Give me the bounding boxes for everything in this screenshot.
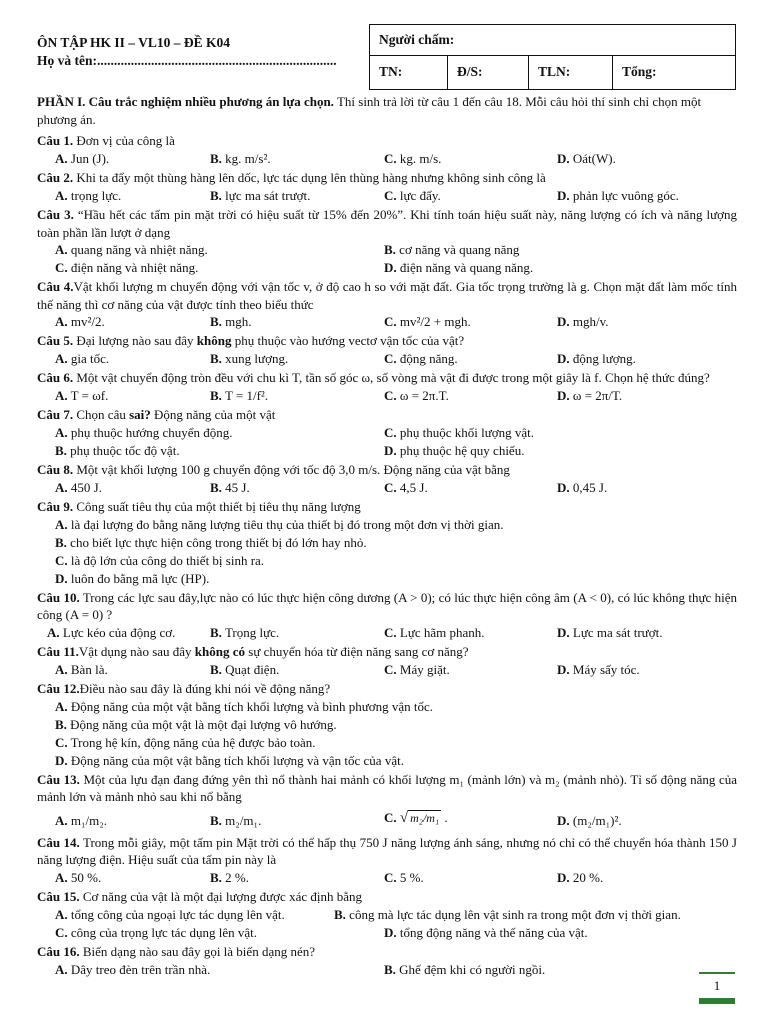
question-15 [37,888,737,942]
grader-label: Người chấm: [370,25,735,56]
option-b: B. Ghế đệm khi có người ngồi. [384,961,546,977]
score-row [370,56,735,89]
option-d: D. luôn đo bằng mã lực (HP). [55,570,210,586]
option-b: B. 2 %. [210,869,250,885]
option-d: D. tổng động năng và thế năng của vật. [384,924,588,940]
option-a: A. quang năng và nhiệt năng. [55,242,208,257]
question-label: Câu 4. [37,279,74,294]
option-a: A. Dây treo đèn trên trần nhà. [55,961,211,977]
question-text: Đơn vị của công là [73,133,175,148]
question-label: Câu 10. [37,589,80,605]
question-label: Câu 5. [37,333,74,348]
sqrt-expression: √ m₂/m₁ [399,809,440,826]
question-label: Câu 8. [37,461,74,477]
option-d: D. phụ thuộc hệ quy chiếu. [384,442,525,458]
question-16 [37,943,737,979]
option-d: D. ω = 2π/T. [557,387,623,403]
page-number-text: 1 [713,978,721,993]
student-name-line: Họ và tên:....................................................................... [37,53,337,68]
question-label: Câu 12. [37,680,80,696]
option-c: C. mv²/2 + mgh. [384,314,471,329]
grading-box [369,24,736,90]
option-b: B. lực ma sát trượt. [210,188,311,203]
question-3 [37,206,737,277]
part-heading [37,93,737,129]
option-b: B. cơ năng và quang năng [384,242,520,257]
option-c: C. 4,5 J. [384,479,428,495]
question-11: Câu 11.Vật dụng nào sau đây không có sự chuyển hóa từ điện năng sang cơ năng? A. Bàn là. B. Quạt điện. C. Máy giặt. D. Máy sấy tóc. [37,643,640,677]
question-2 [37,169,737,205]
question-5: Câu 5. Đại lượng nào sau đây không phụ thuộc vào hướng vectơ vận tốc của vật? A. gia tốc. B. xung lượng. C. động năng. D. động lượng. [37,333,636,366]
option-a: A. m₁/m₂. [55,812,108,828]
option-b: B. T = 1/f². [210,387,269,403]
option-c: C. kg. m/s. [384,151,442,166]
option-c: C. công của trọng lực tác dụng lên vật. [55,924,257,940]
question-label: Câu 6. [37,370,74,385]
score-tln: TLN: [529,56,613,89]
question-13 [37,771,737,833]
option-b: B. m₂/m₁. [210,812,262,828]
option-c: C. √ m₂/m₁ . [384,809,448,826]
question-8 [37,461,737,497]
score-total: Tổng: [622,64,657,79]
option-b: B. công mà lực tác dụng lên vật sinh ra trong một đơn vị thời gian. [334,906,681,922]
question-label: Câu 14. [37,834,80,850]
option-a: A. tổng công của ngoại lực tác dụng lên vật. [55,906,285,922]
question-text: Khi ta đẩy một thùng hàng lên dốc, lực tác dụng lên thùng hàng nhưng không sinh công là [73,170,546,185]
option-a: A. là đại lượng đo bằng năng lượng tiêu thụ của thiết bị đó trong một đơn vị thời gian. [55,516,504,532]
question-label: Câu 15. [37,888,80,904]
question-label: Câu 9. [37,498,74,514]
score-tn: TN: [370,56,448,89]
score-ds: Đ/S: [448,56,529,89]
question-text: Một của lựu đạn đang đứng yên thì nổ thành hai mảnh có khối lượng m₁ (mảnh lớn) và m₂ (mảnh nhỏ). Tỉ số động năng của mảnh lớn và mảnh nhỏ sau khi nổ bằng [37,771,737,804]
option-d: D. điện năng và quang năng. [384,260,534,275]
option-d: D. động lượng. [557,351,636,366]
option-a: A. Jun (J). [55,151,110,166]
question-label: Câu 1. [37,133,74,148]
question-label: Câu 11. [37,643,79,659]
option-a: A. mv²/2. [55,314,105,329]
question-1 [37,132,737,168]
option-b: B. Trọng lực. [210,624,280,640]
option-d: D. 0,45 J. [557,479,608,495]
question-text: Vật khối lượng m chuyển động với vận tốc v, ở độ cao h so với mặt đất. Gia tốc trọng trường là g. Chọn mặt đất làm mốc tính thế năng thì cơ năng của vật được tính theo biểu thức [37,279,737,312]
option-c: C. Lực hãm phanh. [384,624,485,640]
option-c: C. Trong hệ kín, động năng của hệ được bảo toàn. [55,734,316,750]
option-a: A. Lực kéo của động cơ. [47,624,176,640]
option-a: A. 50 %. [55,869,102,885]
option-b: B. xung lượng. [210,351,289,366]
option-a: A. T = ωf. [55,387,109,403]
option-c: C. lực đẩy. [384,188,441,203]
exam-title: ÔN TẬP HK II – VL10 – ĐỀ K04 [37,35,231,50]
question-label: Câu 16. [37,943,80,959]
question-label: Câu 7. [37,406,74,422]
question-text: Cơ năng của vật là một đại lượng được xác định bằng [79,888,362,904]
option-b: B. Quạt điện. [210,661,280,677]
question-text: Một vật chuyển động tròn đều với chu kì T, tần số góc ω, số vòng mà vật đi được trong một giây là f. Chọn hệ thức đúng? [73,370,710,385]
option-a: A. trọng lực. [55,188,122,203]
option-b: B. Động năng của một vật là một đại lượng vô hướng. [55,716,337,732]
option-c: C. Máy giặt. [384,661,450,677]
question-14 [37,834,737,887]
option-c: C. phụ thuộc khối lượng vật. [384,424,535,440]
question-label: Câu 3. [37,207,74,222]
question-text: Trong các lực sau đây,lực nào có lúc thực hiện công dương (A > 0); có lúc thực hiện công âm (A < 0), có lúc không thực hiện công (A = 0) ? [37,589,737,622]
question-9 [37,498,737,588]
question-label: Câu 2. [37,170,74,185]
question-text: Điều nào sau đây là đúng khi nói về động năng? [79,680,331,696]
question-text: Một vật khối lượng 100 g chuyển động với tốc độ 3,0 m/s. Động năng của vật bằng [73,461,510,477]
option-b: B. cho biết lực thực hiện công trong thiết bị đó lớn hay nhỏ. [55,534,367,550]
question-6 [37,369,737,405]
option-d: D. mgh/v. [557,314,609,329]
option-c: C. động năng. [384,351,458,366]
option-a: A. gia tốc. [55,351,110,366]
option-b: B. 45 J. [210,479,250,495]
option-c: C. 5 %. [384,869,424,885]
option-b: B. mgh. [210,314,252,329]
page-number-bottom-rule [699,998,735,1004]
option-d: D. Lực ma sát trượt. [557,624,663,640]
question-text: Trong mỗi giây, một tấm pin Mặt trời có thể hấp thụ 750 J năng lượng ánh sáng, nhưng nó chỉ có thể chuyển hóa thành 150 J năng lượng điện. Hiệu suất của tấm pin này là [37,834,737,867]
option-d: D. Oát(W). [557,151,616,166]
question-text: Công suất tiêu thụ của một thiết bị tiêu thụ năng lượng [73,498,361,514]
question-7: Câu 7. Chọn câu sai? Động năng của một vật A. phụ thuộc hướng chuyển động. C. phụ thuộc khối lượng vật. B. phụ thuộc tốc độ vật. D. phụ thuộc hệ quy chiếu. [37,406,535,458]
option-b: B. kg. m/s². [210,151,271,166]
option-a: A. phụ thuộc hướng chuyển động. [55,424,233,440]
option-c: C. ω = 2π.T. [384,387,449,403]
option-a: A. Động năng của một vật bằng tích khối lượng và bình phương vận tốc. [55,698,434,714]
header-left [37,34,357,70]
page-number [699,972,735,1004]
question-text: “Hầu hết các tấm pin mặt trời có hiệu suất từ 15% đến 20%”. Khi tính toán hiệu suất này, năng lượng có ích và năng lượng toàn phần lần lượt ở dạng [37,207,737,240]
option-b: B. phụ thuộc tốc độ vật. [55,442,180,458]
option-d: D. Động năng của một vật bằng tích khối lượng và vận tốc của vật. [55,752,404,768]
option-c: C. điện năng và nhiệt năng. [55,260,199,275]
exam-content [37,93,737,979]
question-4 [37,278,737,331]
question-10 [37,589,737,642]
page-number-top-rule [699,972,735,974]
question-text: Biến dạng nào sau đây gọi là biến dạng nén? [79,943,316,959]
option-d: D. (m₂/m₁)². [557,812,622,828]
option-d: D. Máy sấy tóc. [557,661,640,677]
question-12 [37,680,737,770]
option-a: A. Bàn là. [55,661,108,677]
option-c: C. là độ lớn của công do thiết bị sinh ra. [55,552,265,568]
option-d: D. 20 %. [557,869,604,885]
option-d: D. phản lực vuông góc. [557,188,679,203]
question-label: Câu 13. [37,771,80,787]
part-instruction: Thí sinh trả lời từ câu 1 đến câu 18. Mỗi câu hỏi thí sinh chỉ chọn một phương án. [37,94,702,127]
option-a: A. 450 J. [55,479,102,495]
part-title: PHẦN I. Câu trắc nghiệm nhiều phương án lựa chọn. [37,94,334,109]
